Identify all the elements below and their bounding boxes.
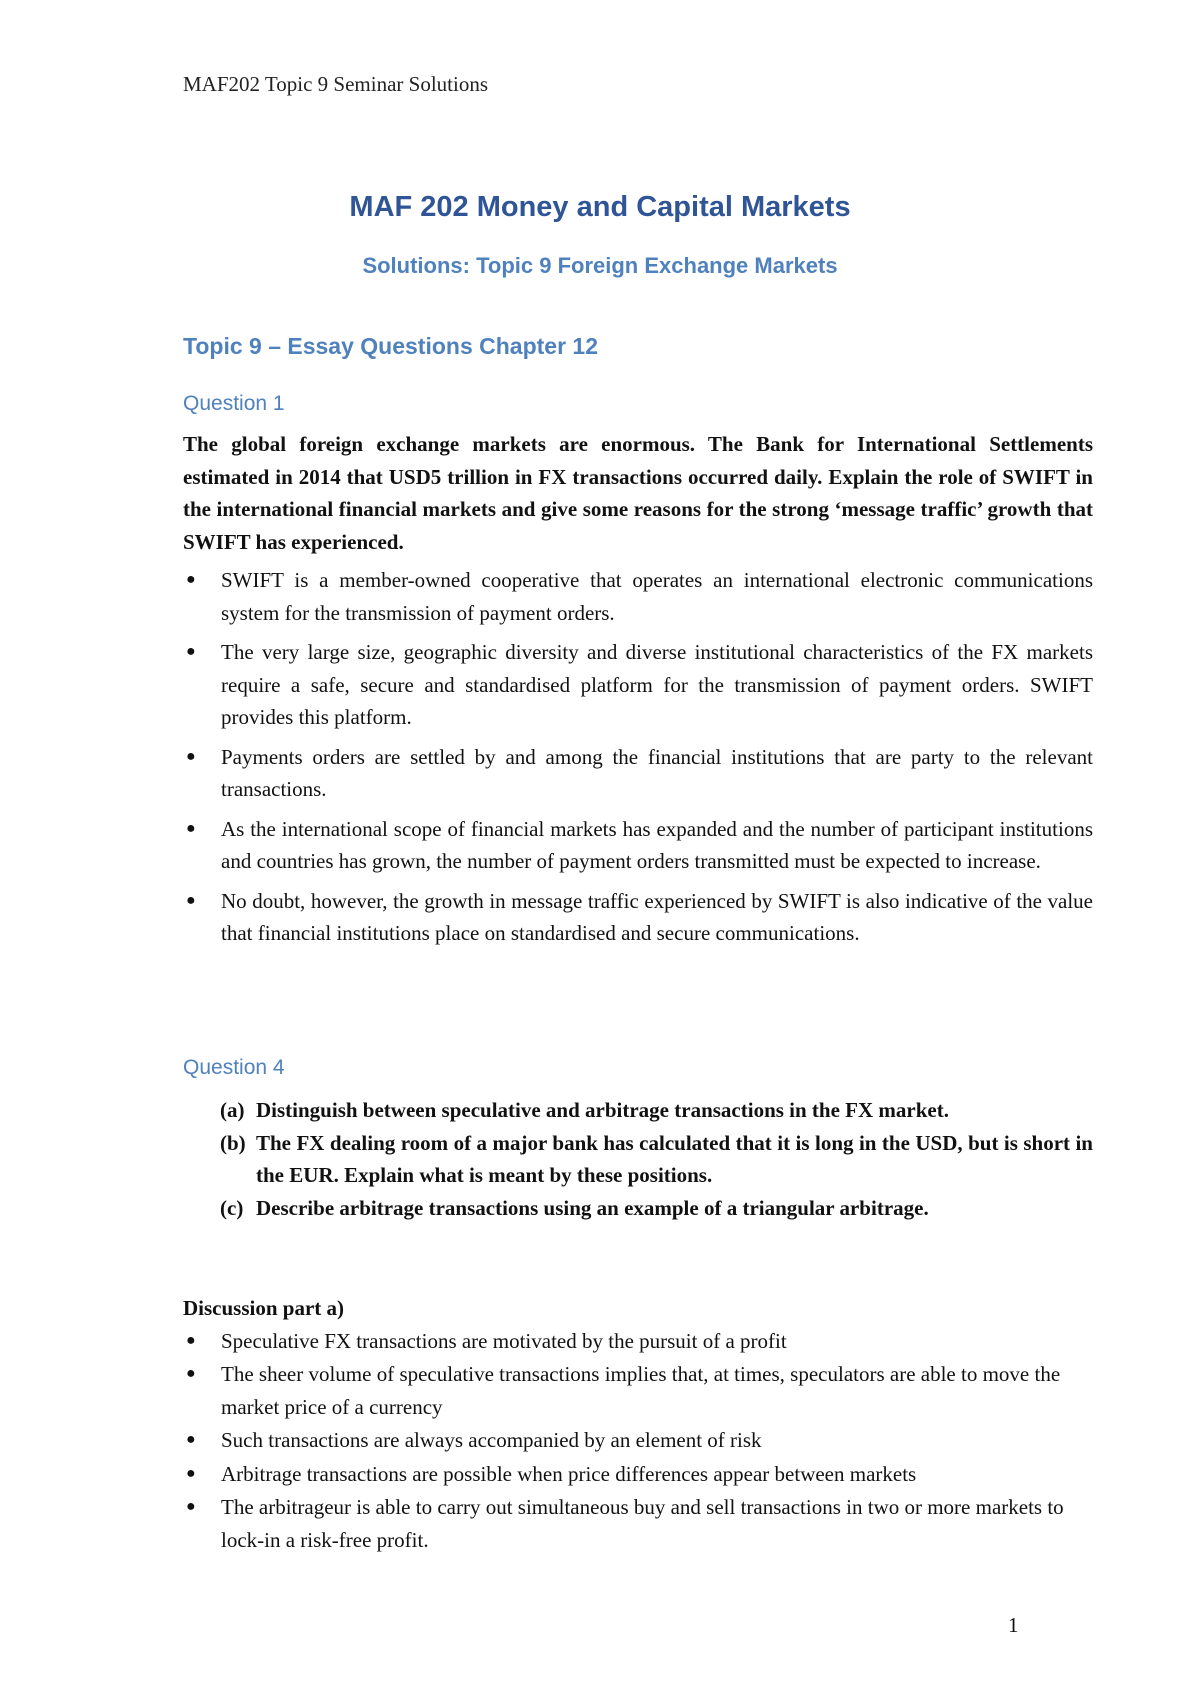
question-1-answer-list <box>183 564 1093 950</box>
question-4-heading: Question 4 <box>183 1056 285 1079</box>
list-item: ● As the international scope of financial markets has expanded and the number of participant institutions and countries has grown, the number of payment orders transmitted must be expected to increase. <box>183 813 1093 878</box>
bullet-icon: ● <box>186 1498 196 1515</box>
list-item: ● No doubt, however, the growth in message traffic experienced by SWIFT is also indicative of the value that financial institutions place on standardised and secure communications. <box>183 885 1093 950</box>
question-part: (a) Distinguish between speculative and arbitrage transactions in the FX market. <box>220 1098 949 1122</box>
running-header: MAF202 Topic 9 Seminar Solutions <box>183 72 488 96</box>
page-number: 1 <box>1008 1613 1019 1637</box>
question-part: (c) Describe arbitrage transactions using an example of a triangular arbitrage. <box>220 1195 929 1220</box>
question-1-heading: Question 1 <box>183 392 285 415</box>
bullet-icon: ● <box>186 643 196 660</box>
bullet-icon: ● <box>186 747 196 765</box>
list-item: ● The arbitrageur is able to carry out simultaneous buy and sell transactions in two or more markets to lock-in a risk-free profit. <box>183 1491 1093 1556</box>
question-4-parts <box>183 1094 1093 1224</box>
bullet-icon: ● <box>186 819 196 837</box>
bullet-icon: ● <box>186 891 196 909</box>
list-item: ● SWIFT is a member-owned cooperative that operates an international electronic communications system for the transmission of payment orders. <box>183 564 1093 629</box>
bullet-icon: ● <box>186 1431 196 1448</box>
list-item: ● The sheer volume of speculative transactions implies that, at times, speculators are able to move the market price of a currency <box>183 1358 1093 1423</box>
list-item: ● Speculative FX transactions are motivated by the pursuit of a profit <box>183 1325 1093 1358</box>
question-part: (b) The FX dealing room of a major bank has calculated that it is long in the USD, but is short in the EUR. Explain what is meant by these positions. <box>220 1130 1093 1187</box>
discussion-a-block <box>183 1292 1093 1557</box>
question-1-block <box>183 428 1093 957</box>
section-heading: Topic 9 – Essay Questions Chapter 12 <box>183 333 598 359</box>
bullet-icon: ● <box>186 1365 196 1382</box>
question-1-text: The global foreign exchange markets are enormous. The Bank for International Settlements estimated in 2014 that USD5 trillion in FX transactions occurred daily. Explain the role of SWIFT in the international financial markets and give some reasons for the strong ‘message traffic’ growth that SWIFT has experienced. <box>183 432 1093 554</box>
list-item: ● Such transactions are always accompanied by an element of risk <box>183 1424 1093 1457</box>
discussion-a-heading: Discussion part a) <box>183 1296 345 1320</box>
page-subtitle: Solutions: Topic 9 Foreign Exchange Markets <box>362 253 838 278</box>
discussion-a-list <box>183 1325 1093 1557</box>
list-item: ● Payments orders are settled by and among the financial institutions that are party to the relevant transactions. <box>183 741 1093 806</box>
page-title: MAF 202 Money and Capital Markets <box>349 191 851 223</box>
bullet-icon: ● <box>186 1331 196 1349</box>
bullet-icon: ● <box>186 571 196 588</box>
question-4-block <box>183 1094 1093 1224</box>
list-item: ● The very large size, geographic diversity and diverse institutional characteristics of the FX markets require a safe, secure and standardised platform for the transmission of payment orders. SWIFT provides this platform. <box>183 636 1093 734</box>
list-item: ● Arbitrage transactions are possible when price differences appear between markets <box>183 1458 1093 1491</box>
bullet-icon: ● <box>186 1464 196 1482</box>
